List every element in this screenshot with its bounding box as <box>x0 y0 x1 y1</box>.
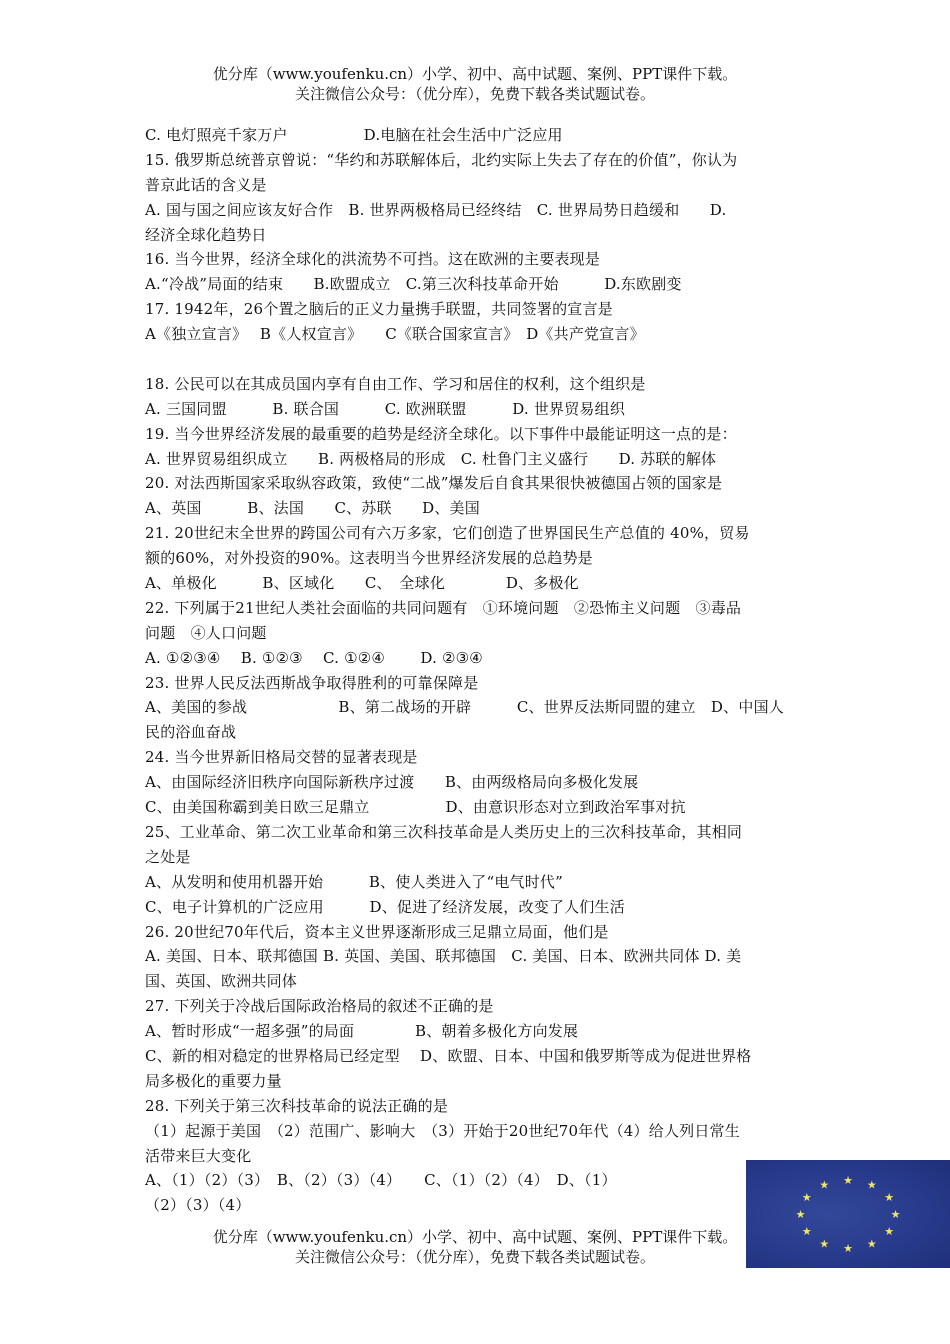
text-line: 经济全球化趋势日 <box>145 225 267 244</box>
text-line: A. 世界贸易组织成立 B. 两极格局的形成 C. 杜鲁门主义盛行 D. 苏联的解体 <box>145 449 717 468</box>
text-line: 局多极化的重要力量 <box>145 1071 282 1090</box>
text-line: 23. 世界人民反法西斯战争取得胜利的可靠保障是 <box>145 673 479 692</box>
text-line: A. 三国同盟 B. 联合国 C. 欧洲联盟 D. 世界贸易组织 <box>145 399 626 418</box>
text-line: C、新的相对稳定的世界格局已经定型 D、欧盟、日本、中国和俄罗斯等成为促进世界格 <box>145 1046 752 1065</box>
text-line: 民的浴血奋战 <box>145 723 237 742</box>
text-line: A《独立宣言》 B《人权宣言》 C《联合国家宣言》 D《共产党宣言》 <box>145 325 645 344</box>
text-line: 17. 1942年，26个置之脑后的正义力量携手联盟，共同签署的宣言是 <box>145 300 613 319</box>
text-line: A、暂时形成“一超多强”的局面 B、朝着多极化方向发展 <box>145 1022 579 1041</box>
header-line-1: 优分库（www.youfenku.cn）小学、初中、高中试题、案例、PPT课件下载。 <box>212 65 738 83</box>
text-line: 国、英国、欧洲共同体 <box>145 972 298 991</box>
text-line: 28. 下列关于第三次科技革命的说法正确的是 <box>145 1096 449 1115</box>
text-line: 16. 当今世界，经济全球化的洪流势不可挡。这在欧洲的主要表现是 <box>145 250 601 269</box>
star-icon: ★ <box>819 1178 830 1192</box>
text-line: A、由国际经济旧秩序向国际新秩序过渡 B、由两级格局向多极化发展 <box>145 773 639 792</box>
text-line: 普京此话的含义是 <box>145 175 267 194</box>
page-header <box>0 64 950 104</box>
star-icon: ★ <box>795 1208 806 1221</box>
text-line: 22. 下列属于21世纪人类社会面临的共同问题有 ①环境问题 ②恐怖主义问题 ③毒品 <box>145 598 742 617</box>
text-line: 26. 20世纪70年代后，资本主义世界逐渐形成三足鼎立局面，他们是 <box>145 922 609 941</box>
star-icon: ★ <box>866 1237 877 1251</box>
text-line: 18. 公民可以在其成员国内享有自由工作、学习和居住的权利，这个组织是 <box>145 374 646 393</box>
star-icon: ★ <box>843 1173 853 1187</box>
text-line: 之处是 <box>145 847 191 866</box>
text-line: A、从发明和使用机器开始 B、使人类进入了“电气时代” <box>145 872 563 891</box>
text-line: 24. 当今世界新旧格局交替的显著表现是 <box>145 748 418 767</box>
footer-line-2: 关注微信公众号：（优分库），免费下载各类试题试卷。 <box>294 1248 655 1266</box>
star-icon: ★ <box>890 1208 901 1221</box>
text-line: 活带来巨大变化 <box>145 1146 252 1165</box>
text-line: 19. 当今世界经济发展的最重要的趋势是经济全球化。以下事件中最能证明这一点的是： <box>145 424 737 443</box>
header-line-2: 关注微信公众号：（优分库），免费下载各类试题试卷。 <box>294 85 655 103</box>
text-line: 21. 20世纪末全世界的跨国公司有六万多家，它们创造了世界国民生产总值的 40%，贸易 <box>145 524 750 543</box>
text-line: A. 国与国之间应该友好合作 B. 世界两极格局已经终结 C. 世界局势日趋缓和 D. <box>145 200 727 219</box>
text-line: A、单极化 B、区域化 C、 全球化 D、多极化 <box>145 574 579 593</box>
text-line: 额的60%，对外投资的90%。这表明当今世界经济发展的总趋势是 <box>145 549 593 568</box>
text-line: A. ①②③④ B. ①②③ C. ①②④ D. ②③④ <box>145 648 483 667</box>
text-line: A、（1）（2）（3） B、（2）（3）（4） C、（1）（2）（4） D、（1） <box>145 1171 617 1190</box>
text-line: 25、工业革命、第二次工业革命和第三次科技革命是人类历史上的三次科技革命，其相同 <box>145 822 743 841</box>
star-icon: ★ <box>801 1190 812 1204</box>
footer-line-1: 优分库（www.youfenku.cn）小学、初中、高中试题、案例、PPT课件下载。 <box>212 1228 738 1246</box>
text-line: （2）（3）（4） <box>145 1196 251 1215</box>
text-line: C. 电灯照亮千家万户 D.电脑在社会生活中广泛应用 <box>145 126 563 144</box>
star-icon: ★ <box>843 1242 853 1256</box>
text-line: 15. 俄罗斯总统普京曾说：“华约和苏联解体后，北约实际上失去了存在的价值”，你认为 <box>145 150 738 169</box>
page-footer <box>0 1227 950 1267</box>
text-line: 20. 对法西斯国家采取纵容政策，致使“二战”爆发后自食其果很快被德国占领的国家是 <box>145 474 723 493</box>
blank-line <box>145 347 805 372</box>
text-line: 问题 ④人口问题 <box>145 623 267 642</box>
star-icon: ★ <box>884 1225 895 1239</box>
star-icon: ★ <box>801 1225 812 1239</box>
text-line: A、美国的参战 B、第二战场的开辟 C、世界反法斯同盟的建立 D、中国人 <box>145 698 784 717</box>
text-line: 27. 下列关于冷战后国际政治格局的叙述不正确的是 <box>145 997 494 1016</box>
text-line: （1）起源于美国 （2）范围广、影响大 （3）开始于20世纪70年代（4）给人列日常生 <box>145 1121 740 1140</box>
text-line: A、英国 B、法国 C、苏联 D、美国 <box>145 499 480 518</box>
text-line: C、由美国称霸到美日欧三足鼎立 D、由意识形态对立到政治军事对抗 <box>145 798 686 817</box>
text-line: A. 美国、日本、联邦德国 B. 英国、美国、联邦德国 C. 美国、日本、欧洲共同体 D. 美 <box>145 947 742 966</box>
question-content <box>145 123 805 1218</box>
star-icon: ★ <box>866 1178 877 1192</box>
text-line: C、电子计算机的广泛应用 D、促进了经济发展，改变了人们生活 <box>145 897 625 916</box>
star-icon: ★ <box>884 1190 895 1204</box>
star-icon: ★ <box>819 1237 830 1251</box>
text-line: A.“冷战”局面的结束 B.欧盟成立 C.第三次科技革命开始 D.东欧剧变 <box>145 275 682 294</box>
